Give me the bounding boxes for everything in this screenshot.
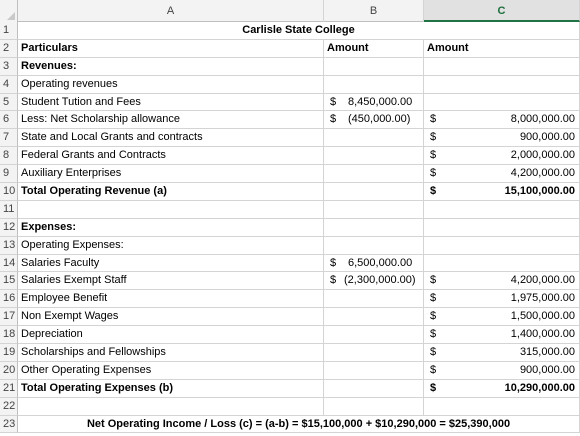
sheet-row: [0, 201, 580, 219]
currency-symbol: $: [330, 274, 337, 287]
spreadsheet-grid: [0, 22, 580, 433]
amount-value: 15,100,000.00: [504, 185, 575, 198]
currency-symbol: $: [430, 328, 437, 341]
row-header[interactable]: 18: [0, 326, 18, 344]
cell-a4[interactable]: Operating revenues: [18, 76, 324, 94]
cell-a20[interactable]: Other Operating Expenses: [18, 362, 324, 380]
cell-c8[interactable]: [424, 147, 580, 165]
amount-value: 900,000.00: [519, 363, 575, 376]
cell-c10[interactable]: [424, 183, 580, 201]
currency-symbol: $: [430, 363, 437, 376]
cell-b2[interactable]: Amount: [324, 40, 424, 58]
cell-c21[interactable]: [424, 380, 580, 398]
cell-a2[interactable]: Particulars: [18, 40, 324, 58]
amount-value: 8,000,000.00: [510, 113, 575, 126]
sheet-row: [0, 344, 580, 362]
cell-b8[interactable]: [324, 147, 424, 165]
column-header-bar: [0, 0, 580, 22]
currency-symbol: $: [430, 292, 437, 305]
cell-c5[interactable]: [424, 94, 580, 112]
cell-c15[interactable]: [424, 272, 580, 290]
currency-symbol: $: [430, 310, 437, 323]
cell-c2[interactable]: Amount: [424, 40, 580, 58]
cell-b6[interactable]: [324, 111, 424, 129]
cell-b14[interactable]: [324, 255, 424, 273]
column-header-c[interactable]: C: [424, 0, 580, 22]
cell-c6[interactable]: [424, 111, 580, 129]
cell-a17[interactable]: Non Exempt Wages: [18, 308, 324, 326]
title-cell[interactable]: Carlisle State College: [18, 22, 580, 40]
cell-c14[interactable]: [424, 255, 580, 273]
cell-a3[interactable]: Revenues:: [18, 58, 324, 76]
amount-value: 8,450,000.00: [348, 95, 413, 108]
select-all-corner[interactable]: [0, 0, 18, 22]
sheet-row: [0, 380, 580, 398]
cell-a21[interactable]: Total Operating Expenses (b): [18, 380, 324, 398]
cell-b20[interactable]: [324, 362, 424, 380]
cell-a6[interactable]: Less: Net Scholarship allowance: [18, 111, 324, 129]
cell-c16[interactable]: [424, 290, 580, 308]
row-header[interactable]: 23: [0, 416, 18, 434]
amount-value: 10,290,000.00: [504, 381, 575, 394]
currency-symbol: $: [430, 274, 437, 287]
cell-b17[interactable]: [324, 308, 424, 326]
cell-a11[interactable]: [18, 201, 324, 219]
sheet-row: [0, 94, 580, 112]
currency-symbol: $: [430, 381, 437, 394]
sheet-row: [0, 362, 580, 380]
sheet-row: [0, 290, 580, 308]
cell-a13[interactable]: Operating Expenses:: [18, 237, 324, 255]
sheet-row: [0, 219, 580, 237]
cell-b19[interactable]: [324, 344, 424, 362]
cell-b16[interactable]: [324, 290, 424, 308]
row-header[interactable]: 17: [0, 308, 18, 326]
cell-b13[interactable]: [324, 237, 424, 255]
row-header[interactable]: 12: [0, 219, 18, 237]
currency-symbol: $: [330, 113, 337, 126]
sheet-row: [0, 237, 580, 255]
amount-value: 315,000.00: [519, 346, 575, 359]
cell-c12[interactable]: [424, 219, 580, 237]
currency-symbol: $: [430, 167, 437, 180]
cell-b12[interactable]: [324, 219, 424, 237]
cell-b18[interactable]: [324, 326, 424, 344]
row-header[interactable]: 19: [0, 344, 18, 362]
currency-symbol: $: [330, 95, 337, 108]
cell-b10[interactable]: [324, 183, 424, 201]
sheet-row: [0, 147, 580, 165]
cell-b21[interactable]: [324, 380, 424, 398]
currency-symbol: $: [430, 131, 437, 144]
cell-c20[interactable]: [424, 362, 580, 380]
row-header[interactable]: 5: [0, 94, 18, 112]
sheet-row: [0, 76, 580, 94]
cell-a7[interactable]: State and Local Grants and contracts: [18, 129, 324, 147]
currency-symbol: $: [430, 346, 437, 359]
currency-symbol: $: [430, 185, 437, 198]
cell-a9[interactable]: Auxiliary Enterprises: [18, 165, 324, 183]
column-header-b[interactable]: B: [324, 0, 424, 22]
cell-b22[interactable]: [324, 398, 424, 416]
column-header-a[interactable]: A: [18, 0, 324, 22]
sheet-row: [0, 40, 580, 58]
row-header[interactable]: 2: [0, 40, 18, 58]
row-header[interactable]: 6: [0, 111, 18, 129]
amount-value: 6,500,000.00: [348, 256, 413, 269]
net-income-cell[interactable]: Net Operating Income / Loss (c) = (a-b) = $15,100,000 + $10,290,000 = $25,390,000: [18, 416, 580, 434]
row-header[interactable]: 20: [0, 362, 18, 380]
cell-a19[interactable]: Scholarships and Fellowships: [18, 344, 324, 362]
row-header[interactable]: 16: [0, 290, 18, 308]
row-header[interactable]: 9: [0, 165, 18, 183]
currency-symbol: $: [330, 256, 337, 269]
cell-a8[interactable]: Federal Grants and Contracts: [18, 147, 324, 165]
cell-c22[interactable]: [424, 398, 580, 416]
cell-b5[interactable]: [324, 94, 424, 112]
amount-value: 1,975,000.00: [510, 292, 575, 305]
sheet-row: [0, 398, 580, 416]
sheet-row: [0, 183, 580, 201]
cell-c17[interactable]: [424, 308, 580, 326]
sheet-row: [0, 58, 580, 76]
amount-value: 4,200,000.00: [510, 274, 575, 287]
sheet-row: [0, 326, 580, 344]
amount-value: (2,300,000.00): [344, 274, 416, 287]
sheet-row: [0, 272, 580, 290]
row-header[interactable]: 13: [0, 237, 18, 255]
sheet-row: [0, 255, 580, 273]
cell-b7[interactable]: [324, 129, 424, 147]
cell-c9[interactable]: [424, 165, 580, 183]
cell-a10[interactable]: Total Operating Revenue (a): [18, 183, 324, 201]
currency-symbol: $: [430, 113, 437, 126]
row-header[interactable]: 4: [0, 76, 18, 94]
cell-b4[interactable]: [324, 76, 424, 94]
cell-a16[interactable]: Employee Benefit: [18, 290, 324, 308]
cell-b9[interactable]: [324, 165, 424, 183]
sheet-row: [0, 22, 580, 40]
cell-b11[interactable]: [324, 201, 424, 219]
amount-value: 1,500,000.00: [510, 310, 575, 323]
cell-a12[interactable]: Expenses:: [18, 219, 324, 237]
currency-symbol: $: [430, 149, 437, 162]
cell-c4[interactable]: [424, 76, 580, 94]
cell-c3[interactable]: [424, 58, 580, 76]
row-header[interactable]: 14: [0, 255, 18, 273]
row-header[interactable]: 11: [0, 201, 18, 219]
sheet-row: [0, 416, 580, 434]
cell-b15[interactable]: [324, 272, 424, 290]
sheet-row: [0, 129, 580, 147]
cell-c19[interactable]: [424, 344, 580, 362]
amount-value: 1,400,000.00: [510, 328, 575, 341]
cell-c13[interactable]: [424, 237, 580, 255]
sheet-row: [0, 111, 580, 129]
amount-value: (450,000.00): [348, 113, 411, 126]
cell-a22[interactable]: [18, 398, 324, 416]
amount-value: 2,000,000.00: [510, 149, 575, 162]
cell-a5[interactable]: Student Tution and Fees: [18, 94, 324, 112]
row-header[interactable]: 21: [0, 380, 18, 398]
row-header[interactable]: 7: [0, 129, 18, 147]
cell-a15[interactable]: Salaries Exempt Staff: [18, 272, 324, 290]
cell-a18[interactable]: Depreciation: [18, 326, 324, 344]
cell-b3[interactable]: [324, 58, 424, 76]
row-header[interactable]: 22: [0, 398, 18, 416]
cell-a14[interactable]: Salaries Faculty: [18, 255, 324, 273]
row-header[interactable]: 3: [0, 58, 18, 76]
row-header[interactable]: 15: [0, 272, 18, 290]
cell-c18[interactable]: [424, 326, 580, 344]
row-header[interactable]: 1: [0, 22, 18, 40]
row-header[interactable]: 8: [0, 147, 18, 165]
cell-c7[interactable]: [424, 129, 580, 147]
amount-value: 4,200,000.00: [510, 167, 575, 180]
amount-value: 900,000.00: [519, 131, 575, 144]
row-header[interactable]: 10: [0, 183, 18, 201]
cell-c11[interactable]: [424, 201, 580, 219]
sheet-row: [0, 308, 580, 326]
sheet-row: [0, 165, 580, 183]
